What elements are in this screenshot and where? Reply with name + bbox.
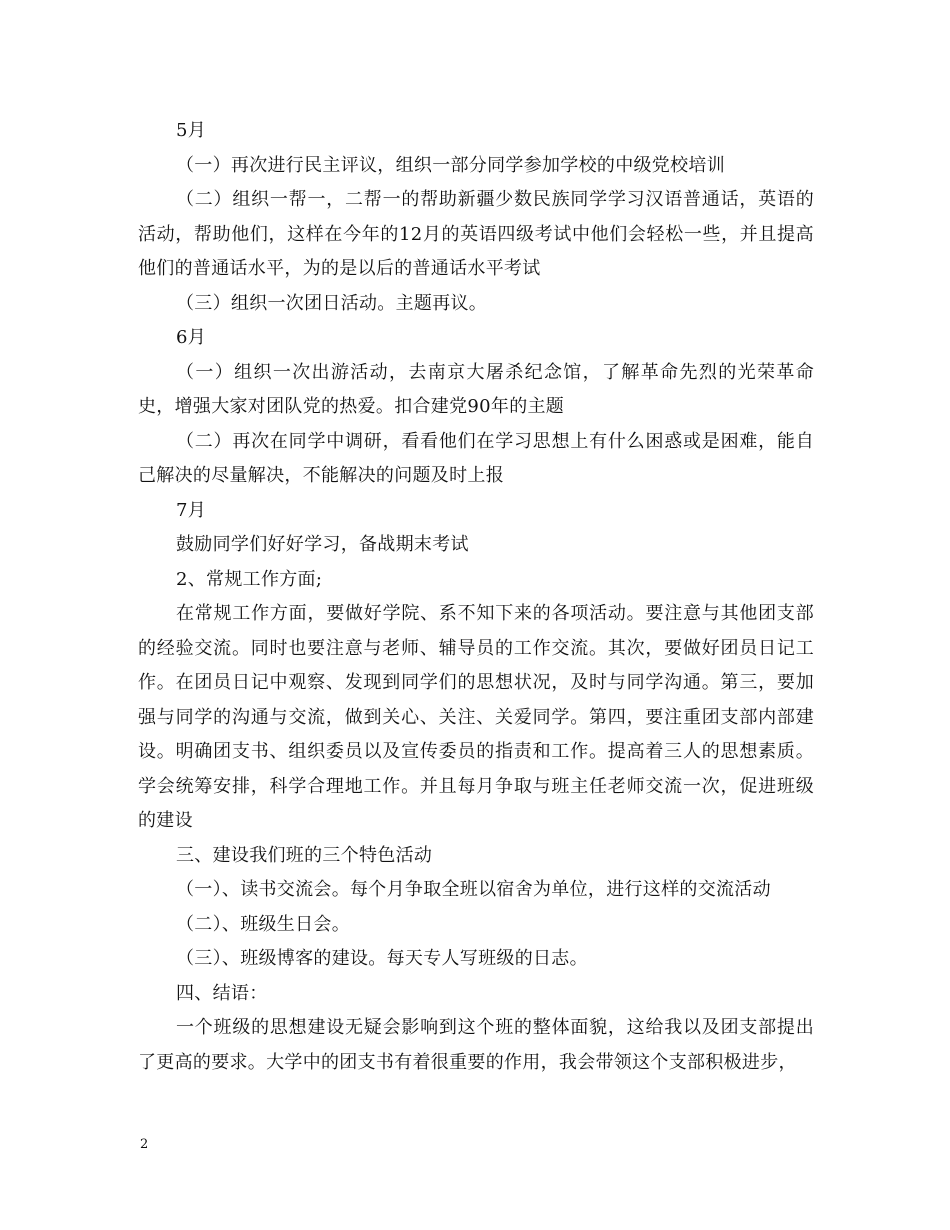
section-heading-conclusion: 四、结语： xyxy=(176,982,268,1004)
paragraph-month-july: 7月 xyxy=(176,499,207,521)
paragraph-activity-2: （二）、班级生日会。 xyxy=(176,913,350,935)
paragraph-may-item-3: （三）组织一次团日活动。主题再议。 xyxy=(176,292,488,314)
paragraph-routine-work: 在常规工作方面，要做好学院、系不知下来的各项活动。要注意与其他团支部的经验交流。同时也要注意与老师、辅导员的工作交流。其次，要做好团员日记工作。在团员日记中观察、发现到同学们的思想状况，及时与同学沟通。第三，要加强与同学的沟通与交流，做到关心、关注、关爱同学。第四，要注重团支部内部建设。明确团支书、组织委员以及宣传委员的指责和工作。提高着三人的思想素质。学会统筹安排，科学合理地工作。并且每月争取与班主任老师交流一次，促进班级的建设 xyxy=(138,603,814,831)
document-body xyxy=(138,114,814,1080)
paragraph-june-item-2: （二）再次在同学中调研，看看他们在学习思想上有什么困惑或是困难，能自己解决的尽量解决，不能解决的问题及时上报 xyxy=(138,430,814,486)
paragraph-activity-1: （一）、读书交流会。每个月争取全班以宿舍为单位，进行这样的交流活动 xyxy=(176,879,771,900)
page-number: 2 xyxy=(140,1137,149,1152)
paragraph-activity-3: （三）、班级博客的建设。每天专人写班级的日志。 xyxy=(176,948,588,969)
paragraph-conclusion: 一个班级的思想建设无疑会影响到这个班的整体面貌，这给我以及团支部提出了更高的要求。大学中的团支书有着很重要的作用，我会带领这个支部积极进步， xyxy=(138,1017,814,1073)
paragraph-may-item-1: （一）再次进行民主评议，组织一部分同学参加学校的中级党校培训 xyxy=(176,154,725,176)
paragraph-month-may: 5月 xyxy=(176,120,207,141)
paragraph-june-item-1: （一）组织一次出游活动，去南京大屠杀纪念馆，了解革命先烈的光荣革命史，增强大家对团队党的热爱。扣合建党90年的主题 xyxy=(138,361,814,417)
paragraph-july-item: 鼓励同学们好好学习，备战期末考试 xyxy=(176,534,469,555)
paragraph-may-item-2: （二）组织一帮一，二帮一的帮助新疆少数民族同学学习汉语普通话，英语的活动，帮助他们，这样在今年的12月的英语四级考试中他们会轻松一些，并且提高他们的普通话水平，为的是以后的普通话水平考试 xyxy=(138,189,814,279)
paragraph-month-june: 6月 xyxy=(176,327,207,348)
section-heading-routine-work: 2、常规工作方面; xyxy=(176,568,323,590)
section-heading-special-activities: 三、建设我们班的三个特色活动 xyxy=(176,844,433,866)
